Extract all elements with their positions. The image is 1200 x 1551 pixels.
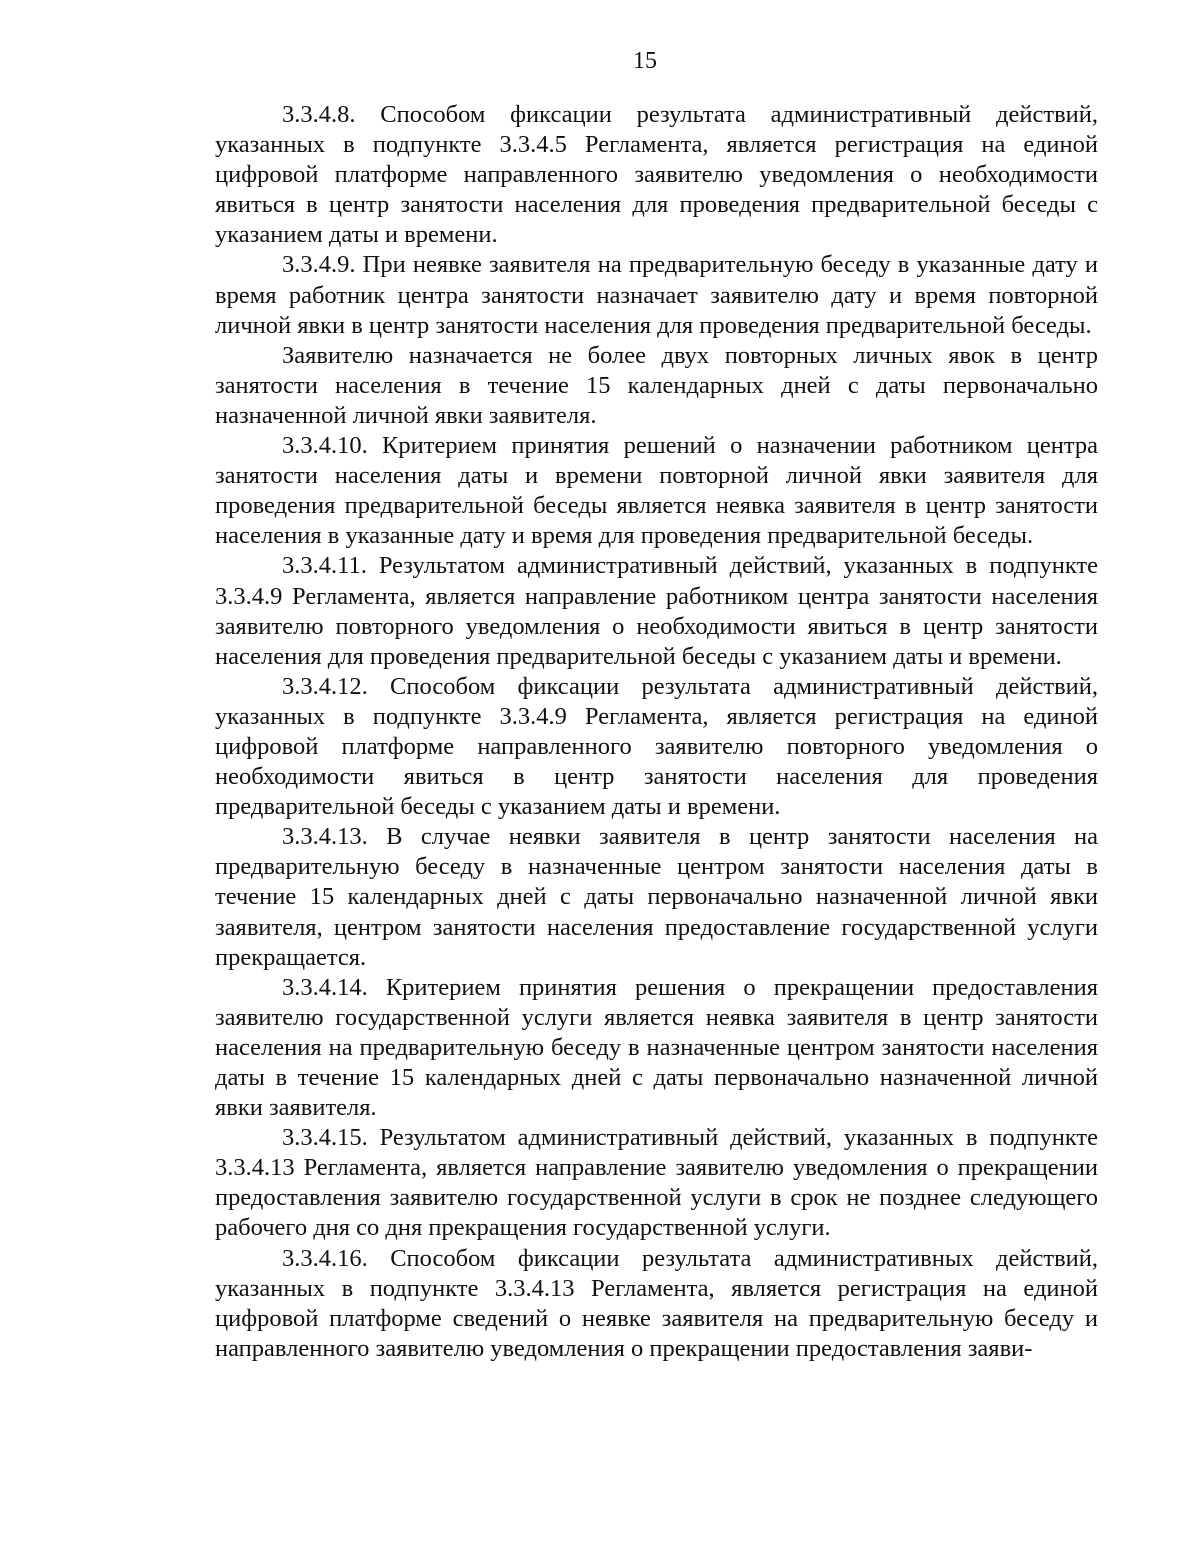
paragraph-3-3-4-14: 3.3.4.14. Критерием принятия решения о прекращении предоставления заявителю государственной услуги является неявка заявителя в центр занятости населения на предварительную беседу в назначенные центром занятости населения даты в течение 15 календарных дней с даты первоначально назначенной личной явки заявителя. [215,973,1098,1122]
paragraph-3-3-4-10: 3.3.4.10. Критерием принятия решений о назначении работником центра занятости населения даты и времени повторной личной явки заявителя для проведения предварительной беседы является неявка заявителя в центр занятости населения в указанные дату и время для проведения предварительной беседы. [215,432,1098,550]
paragraph-3-3-4-13: 3.3.4.13. В случае неявки заявителя в центр занятости населения на предварительную беседу в назначенные центром занятости населения даты в течение 15 календарных дней с даты первоначально назначенной личной явки заявителя, центром занятости населения предоставление государственной услуги прекращается. [215,823,1098,971]
paragraph-3-3-4-11: 3.3.4.11. Результатом административный действий, указанных в подпункте 3.3.4.9 Регламента, является направление работником центра занятости населения заявителю повторного уведомления о необходимости явиться в центр занятости населения для проведения предварительной беседы с указанием даты и времени. [215,552,1098,670]
paragraph-3-3-4-12: 3.3.4.12. Способом фиксации результата административный действий, указанных в подпункте 3.3.4.9 Регламента, является регистрация на единой цифровой платформе направленного заявителю повторного уведомления о необходимости явиться в центр занятости населения для проведения предварительной беседы с указанием даты и времени. [215,672,1098,821]
paragraph-3-3-4-8: 3.3.4.8. Способом фиксации результата административный действий, указанных в подпункте 3.3.4.5 Регламента, является регистрация на единой цифровой платформе направленного заявителю уведомления о необходимости явиться в центр занятости населения для проведения предварительной беседы с указанием даты и времени. [215,101,1098,249]
document-body [215,100,1098,1364]
page-number: 15 [633,48,657,74]
paragraph-repeat-visits: Заявителю назначается не более двух повторных личных явок в центр занятости населения в течение 15 календарных дней с даты первоначально назначенной личной явки заявителя. [215,341,1098,429]
paragraph-3-3-4-9: 3.3.4.9. При неявке заявителя на предварительную беседу в указанные дату и время работник центра занятости назначает заявителю дату и время повторной личной явки в центр занятости населения для проведения предварительной беседы. [215,251,1098,339]
paragraph-3-3-4-15: 3.3.4.15. Результатом административный действий, указанных в подпункте 3.3.4.13 Регламента, является направление заявителю уведомления о прекращении предоставления заявителю государственной услуги в срок не позднее следующего рабочего дня со дня прекращения государственной услуги. [215,1124,1098,1242]
paragraph-3-3-4-16: 3.3.4.16. Способом фиксации результата административных действий, указанных в подпункте 3.3.4.13 Регламента, является регистрация на единой цифровой платформе сведений о неявке заявителя на предварительную беседу и направленного заявителю уведомления о прекращении предоставления заяви- [215,1244,1098,1362]
